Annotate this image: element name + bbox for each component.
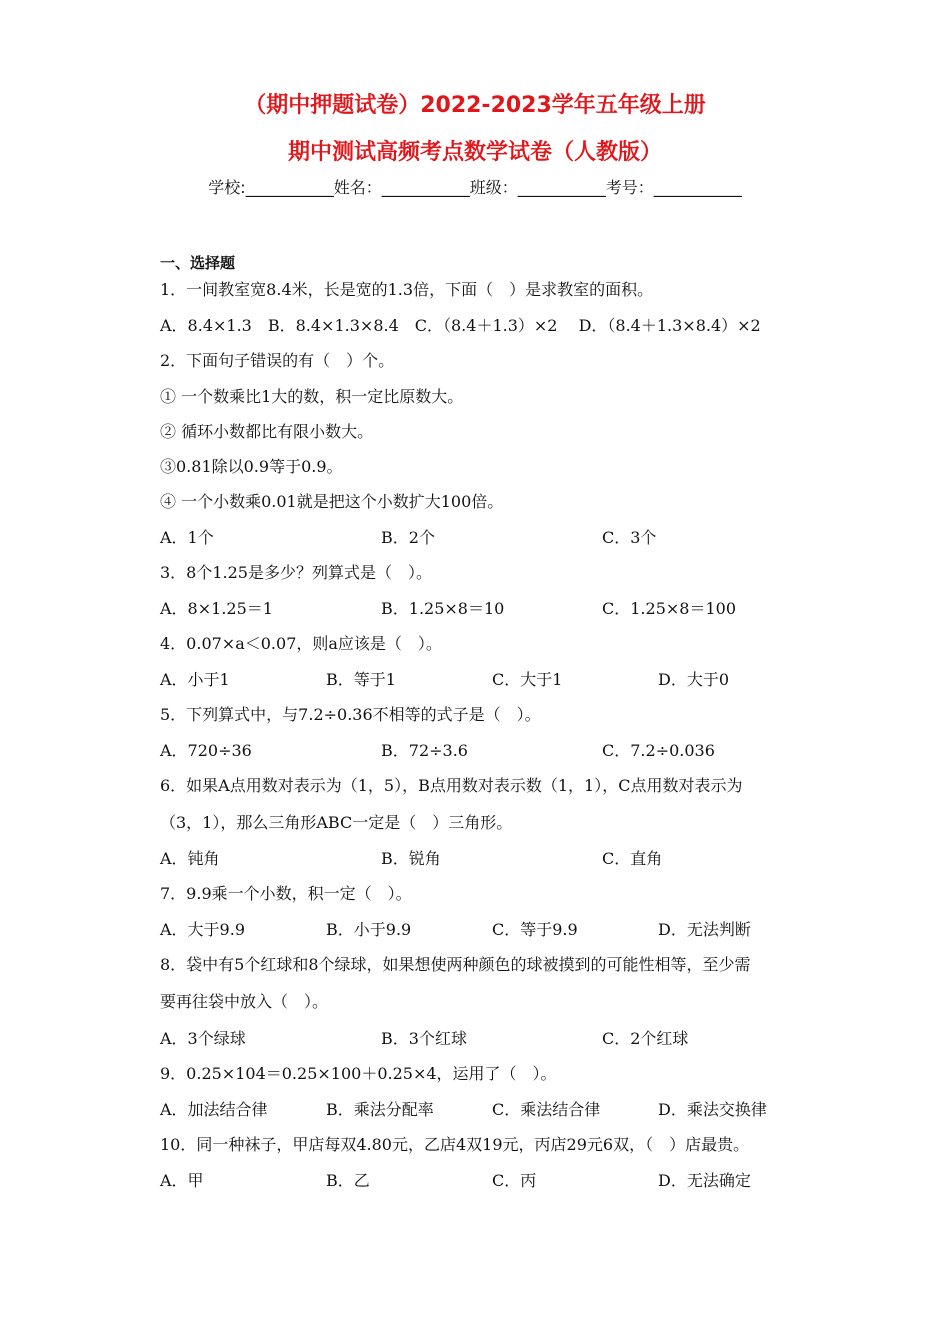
question-3-option-a: A．8×1.25＝1 (160, 599, 273, 618)
question-1-text: 1．一间教室宽8.4米，长是宽的1.3倍，下面（ ）是求教室的面积。 (160, 280, 654, 299)
question-5-option-a: A．720÷36 (160, 741, 252, 760)
question-10-option-b: B．乙 (326, 1171, 370, 1190)
question-4-option-c: C．大于1 (492, 670, 563, 689)
question-4-option-b: B．等于1 (326, 670, 396, 689)
question-2-statement-3: ③0.81除以0.9等于0.9。 (160, 457, 343, 476)
question-9-option-d: D．乘法交换律 (658, 1100, 767, 1119)
question-9-text: 9．0.25×104＝0.25×100＋0.25×4，运用了（ ）。 (160, 1064, 557, 1083)
title-line-2: 期中测试高频考点数学试卷（人教版） (287, 140, 662, 165)
question-7-option-a: A．大于9.9 (160, 920, 246, 939)
question-6-option-b: B．锐角 (381, 849, 441, 868)
question-7-option-b: B．小于9.9 (326, 920, 412, 939)
question-8-option-b: B．3个红球 (381, 1029, 467, 1048)
question-1-options: A．8.4×1.3 B．8.4×1.3×8.4 C．（8.4＋1.3）×2 D．（8.4＋1.3×8.4）×2 (160, 316, 761, 335)
question-10-option-a: A．甲 (160, 1171, 204, 1190)
question-10-option-d: D．无法确定 (658, 1171, 751, 1190)
question-8-option-c: C．2个红球 (602, 1029, 689, 1048)
question-9-option-a: A．加法结合律 (160, 1100, 268, 1119)
question-3-option-b: B．1.25×8＝10 (381, 599, 505, 618)
question-9-option-b: B．乘法分配率 (326, 1100, 434, 1119)
question-3-option-c: C．1.25×8＝100 (602, 599, 736, 618)
question-5-text: 5．下列算式中，与7.2÷0.36不相等的式子是（ ）。 (160, 705, 541, 724)
question-2-option-c: C．3个 (602, 528, 657, 547)
question-2-statement-4: ④ 一个小数乘0.01就是把这个小数扩大100倍。 (160, 492, 504, 511)
question-5-option-b: B．72÷3.6 (381, 741, 468, 760)
question-2-option-a: A．1个 (160, 528, 214, 547)
question-6-text-continued: （3，1），那么三角形ABC一定是（ ）三角形。 (160, 813, 513, 832)
question-8-option-a: A．3个绿球 (160, 1029, 246, 1048)
question-2-text: 2．下面句子错误的有（ ）个。 (160, 351, 395, 370)
student-info-line: 学校:___________姓名：___________班级：___________考号：___________ (208, 178, 742, 197)
question-6-option-c: C．直角 (602, 849, 663, 868)
question-2-statement-1: ① 一个数乘比1大的数，积一定比原数大。 (160, 387, 464, 406)
question-7-text: 7．9.9乘一个小数，积一定（ ）。 (160, 884, 412, 903)
question-5-option-c: C．7.2÷0.036 (602, 741, 715, 760)
question-7-option-c: C．等于9.9 (492, 920, 578, 939)
section-title: 一、选择题 (160, 254, 236, 272)
question-6-text: 6．如果A点用数对表示为（1，5），B点用数对表示数（1，1），C点用数对表示为 (160, 776, 743, 795)
question-6-option-a: A．钝角 (160, 849, 220, 868)
question-4-text: 4．0.07×a＜0.07，则a应该是（ ）。 (160, 634, 442, 653)
question-9-option-c: C．乘法结合律 (492, 1100, 601, 1119)
question-3-text: 3．8个1.25是多少？列算式是（ ）。 (160, 563, 432, 582)
question-4-option-a: A．小于1 (160, 670, 230, 689)
title-line-1: （期中押题试卷）2022-2023学年五年级上册 (244, 93, 706, 118)
question-10-text: 10．同一种袜子，甲店每双4.80元，乙店4双19元，丙店29元6双，（ ）店最贵。 (160, 1135, 750, 1154)
question-2-option-b: B．2个 (381, 528, 435, 547)
question-8-text-continued: 要再往袋中放入（ ）。 (160, 992, 329, 1011)
question-8-text: 8．袋中有5个红球和8个绿球，如果想使两种颜色的球被摸到的可能性相等，至少需 (160, 955, 751, 974)
question-10-option-c: C．丙 (492, 1171, 537, 1190)
question-4-option-d: D．大于0 (658, 670, 730, 689)
question-2-statement-2: ② 循环小数都比有限小数大。 (160, 422, 374, 441)
question-7-option-d: D．无法判断 (658, 920, 751, 939)
